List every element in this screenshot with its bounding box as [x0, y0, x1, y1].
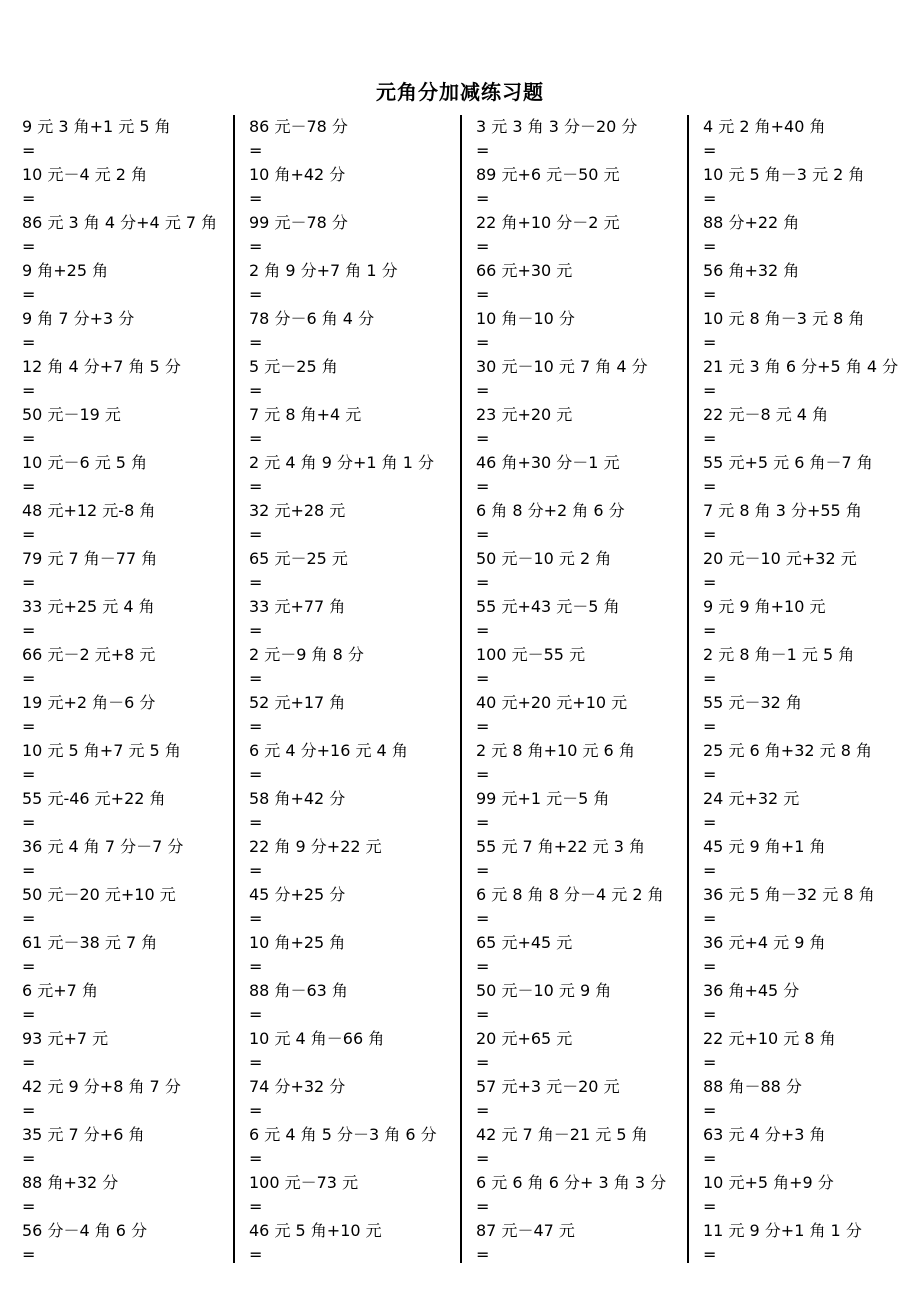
problem-column-4 [703, 115, 920, 1267]
problem-expression: 10 元－6 元 5 角 [22, 453, 148, 472]
problem-expression: 56 分－4 角 6 分 [22, 1221, 148, 1240]
problem-expression: 6 元+7 角 [22, 981, 98, 1000]
problem-item [249, 595, 471, 643]
answer-line: = [476, 429, 490, 448]
answer-line: = [249, 285, 263, 304]
problem-item [249, 307, 471, 355]
problem-item [22, 451, 244, 499]
answer-line: = [22, 765, 36, 784]
answer-line: = [249, 1053, 263, 1072]
problem-expression: 32 元+28 元 [249, 501, 346, 520]
answer-line: = [476, 1053, 490, 1072]
problem-item [249, 883, 471, 931]
problem-item [249, 403, 471, 451]
problem-item [22, 835, 244, 883]
problem-item [249, 547, 471, 595]
problem-item [249, 259, 471, 307]
problem-item [22, 1171, 244, 1219]
problem-item [703, 211, 920, 259]
problem-expression: 79 元 7 角－77 角 [22, 549, 158, 568]
problem-expression: 24 元+32 元 [703, 789, 800, 808]
answer-line: = [703, 237, 717, 256]
answer-line: = [249, 1005, 263, 1024]
answer-line: = [703, 957, 717, 976]
problem-column-1 [22, 115, 244, 1267]
answer-line: = [476, 237, 490, 256]
problem-item [703, 643, 920, 691]
problem-expression: 55 元 7 角+22 元 3 角 [476, 837, 646, 856]
problem-item [703, 1027, 920, 1075]
problem-item [703, 259, 920, 307]
problem-expression: 65 元－25 元 [249, 549, 348, 568]
problem-item [22, 883, 244, 931]
answer-line: = [476, 189, 490, 208]
problem-item [476, 1219, 698, 1267]
problem-expression: 99 元－78 分 [249, 213, 348, 232]
problem-expression: 20 元－10 元+32 元 [703, 549, 857, 568]
answer-line: = [249, 717, 263, 736]
problem-item [703, 451, 920, 499]
problem-item [476, 1123, 698, 1171]
problem-expression: 20 元+65 元 [476, 1029, 573, 1048]
answer-line: = [249, 1149, 263, 1168]
answer-line: = [476, 1005, 490, 1024]
answer-line: = [249, 141, 263, 160]
problem-expression: 57 元+3 元－20 元 [476, 1077, 620, 1096]
answer-line: = [703, 1245, 717, 1264]
problem-item [22, 1123, 244, 1171]
problem-expression: 25 元 6 角+32 元 8 角 [703, 741, 873, 760]
answer-line: = [703, 813, 717, 832]
answer-line: = [22, 1005, 36, 1024]
problem-expression: 42 元 9 分+8 角 7 分 [22, 1077, 181, 1096]
problem-item [703, 1171, 920, 1219]
problem-item [249, 979, 471, 1027]
answer-line: = [22, 909, 36, 928]
answer-line: = [22, 813, 36, 832]
problem-expression: 55 元+43 元－5 角 [476, 597, 620, 616]
answer-line: = [249, 861, 263, 880]
problem-expression: 10 元 5 角+7 元 5 角 [22, 741, 181, 760]
problem-expression: 2 元 8 角+10 元 6 角 [476, 741, 635, 760]
problem-expression: 7 元 8 角+4 元 [249, 405, 362, 424]
problem-item [476, 547, 698, 595]
problem-item [22, 259, 244, 307]
problem-item [22, 595, 244, 643]
answer-line: = [703, 189, 717, 208]
problem-item [22, 403, 244, 451]
answer-line: = [22, 285, 36, 304]
problem-item [249, 115, 471, 163]
answer-line: = [476, 525, 490, 544]
problem-expression: 88 分+22 角 [703, 213, 800, 232]
answer-line: = [22, 669, 36, 688]
problem-expression: 7 元 8 角 3 分+55 角 [703, 501, 862, 520]
problem-expression: 36 元 4 角 7 分－7 分 [22, 837, 184, 856]
problem-expression: 2 角 9 分+7 角 1 分 [249, 261, 398, 280]
problem-item [22, 115, 244, 163]
problem-item [703, 739, 920, 787]
problem-expression: 65 元+45 元 [476, 933, 573, 952]
problem-expression: 36 元+4 元 9 角 [703, 933, 826, 952]
answer-line: = [476, 909, 490, 928]
problem-expression: 50 元－20 元+10 元 [22, 885, 176, 904]
problem-column-2 [249, 115, 471, 1267]
problem-expression: 52 元+17 角 [249, 693, 346, 712]
answer-line: = [703, 285, 717, 304]
problem-expression: 3 元 3 角 3 分－20 分 [476, 117, 638, 136]
problem-expression: 100 元－73 元 [249, 1173, 359, 1192]
problem-expression: 40 元+20 元+10 元 [476, 693, 628, 712]
problem-expression: 10 元 4 角－66 角 [249, 1029, 385, 1048]
problem-expression: 22 元－8 元 4 角 [703, 405, 829, 424]
answer-line: = [476, 717, 490, 736]
problem-expression: 74 分+32 分 [249, 1077, 346, 1096]
answer-line: = [249, 573, 263, 592]
problem-expression: 33 元+25 元 4 角 [22, 597, 155, 616]
problem-item [249, 1027, 471, 1075]
problem-expression: 88 角+32 分 [22, 1173, 119, 1192]
answer-line: = [703, 141, 717, 160]
problem-expression: 66 元－2 元+8 元 [22, 645, 156, 664]
answer-line: = [22, 621, 36, 640]
problem-item [703, 115, 920, 163]
problem-item [703, 163, 920, 211]
problem-expression: 45 分+25 分 [249, 885, 346, 904]
problem-item [22, 739, 244, 787]
problem-expression: 45 元 9 角+1 角 [703, 837, 826, 856]
problem-item [22, 211, 244, 259]
answer-line: = [703, 1101, 717, 1120]
problem-expression: 11 元 9 分+1 角 1 分 [703, 1221, 862, 1240]
problem-expression: 22 角 9 分+22 元 [249, 837, 382, 856]
answer-line: = [22, 381, 36, 400]
answer-line: = [22, 1053, 36, 1072]
answer-line: = [476, 333, 490, 352]
worksheet-title: 元角分加减练习题 [376, 80, 544, 104]
problem-item [476, 211, 698, 259]
answer-line: = [249, 525, 263, 544]
problem-item [249, 643, 471, 691]
problem-expression: 87 元－47 元 [476, 1221, 575, 1240]
problem-item [476, 355, 698, 403]
problem-item [703, 355, 920, 403]
problem-item [476, 595, 698, 643]
problem-item [703, 595, 920, 643]
problem-item [22, 979, 244, 1027]
problem-expression: 86 元 3 角 4 分+4 元 7 角 [22, 213, 218, 232]
answer-line: = [476, 381, 490, 400]
problem-expression: 19 元+2 角－6 分 [22, 693, 156, 712]
answer-line: = [703, 621, 717, 640]
problem-expression: 9 元 3 角+1 元 5 角 [22, 117, 171, 136]
problem-expression: 6 角 8 分+2 角 6 分 [476, 501, 625, 520]
answer-line: = [249, 909, 263, 928]
problem-item [703, 547, 920, 595]
problem-expression: 12 角 4 分+7 角 5 分 [22, 357, 181, 376]
problem-expression: 10 角－10 分 [476, 309, 575, 328]
answer-line: = [703, 429, 717, 448]
answer-line: = [703, 477, 717, 496]
answer-line: = [476, 141, 490, 160]
problem-item [476, 979, 698, 1027]
problem-expression: 46 角+30 分－1 元 [476, 453, 620, 472]
answer-line: = [22, 237, 36, 256]
problem-expression: 5 元－25 角 [249, 357, 338, 376]
problem-item [476, 1027, 698, 1075]
problem-expression: 50 元－10 元 9 角 [476, 981, 612, 1000]
problem-expression: 99 元+1 元－5 角 [476, 789, 610, 808]
problem-expression: 42 元 7 角－21 元 5 角 [476, 1125, 648, 1144]
answer-line: = [703, 1149, 717, 1168]
answer-line: = [703, 1005, 717, 1024]
answer-line: = [249, 237, 263, 256]
problem-expression: 10 元 5 角－3 元 2 角 [703, 165, 865, 184]
problem-item [703, 1123, 920, 1171]
answer-line: = [22, 573, 36, 592]
problem-expression: 88 角－88 分 [703, 1077, 802, 1096]
problem-expression: 10 角+25 角 [249, 933, 346, 952]
problem-item [476, 739, 698, 787]
answer-line: = [476, 1245, 490, 1264]
problem-expression: 21 元 3 角 6 分+5 角 4 分 [703, 357, 899, 376]
answer-line: = [703, 1053, 717, 1072]
problem-item [703, 883, 920, 931]
problem-item [476, 883, 698, 931]
problem-expression: 93 元+7 元 [22, 1029, 109, 1048]
problem-column-3 [476, 115, 698, 1267]
problem-expression: 50 元－19 元 [22, 405, 121, 424]
problem-item [703, 1075, 920, 1123]
problem-item [476, 403, 698, 451]
answer-line: = [249, 477, 263, 496]
answer-line: = [249, 333, 263, 352]
problem-expression: 22 角+10 分－2 元 [476, 213, 620, 232]
problem-item [476, 259, 698, 307]
problem-item [22, 931, 244, 979]
answer-line: = [476, 957, 490, 976]
problem-item [703, 403, 920, 451]
problem-expression: 55 元－32 角 [703, 693, 802, 712]
problem-expression: 58 角+42 分 [249, 789, 346, 808]
answer-line: = [703, 573, 717, 592]
answer-line: = [476, 621, 490, 640]
answer-line: = [476, 285, 490, 304]
answer-line: = [703, 525, 717, 544]
problem-item [476, 1171, 698, 1219]
problem-item [703, 787, 920, 835]
problem-item [22, 355, 244, 403]
problem-expression: 6 元 6 角 6 分+ 3 角 3 分 [476, 1173, 667, 1192]
answer-line: = [22, 525, 36, 544]
problem-expression: 22 元+10 元 8 角 [703, 1029, 836, 1048]
answer-line: = [22, 333, 36, 352]
answer-line: = [22, 1101, 36, 1120]
problem-expression: 61 元－38 元 7 角 [22, 933, 158, 952]
answer-line: = [249, 765, 263, 784]
problem-item [476, 163, 698, 211]
answer-line: = [249, 669, 263, 688]
problem-expression: 100 元－55 元 [476, 645, 586, 664]
problem-expression: 55 元+5 元 6 角－7 角 [703, 453, 873, 472]
problem-expression: 46 元 5 角+10 元 [249, 1221, 382, 1240]
answer-line: = [703, 765, 717, 784]
problem-item [476, 499, 698, 547]
problem-item [476, 1075, 698, 1123]
answer-line: = [249, 189, 263, 208]
answer-line: = [249, 621, 263, 640]
problem-item [22, 691, 244, 739]
problem-expression: 9 角+25 角 [22, 261, 109, 280]
problem-expression: 36 元 5 角－32 元 8 角 [703, 885, 875, 904]
problem-item [703, 499, 920, 547]
answer-line: = [476, 669, 490, 688]
answer-line: = [22, 957, 36, 976]
answer-line: = [249, 957, 263, 976]
answer-line: = [249, 429, 263, 448]
answer-line: = [22, 141, 36, 160]
problem-item [703, 979, 920, 1027]
answer-line: = [476, 861, 490, 880]
answer-line: = [22, 189, 36, 208]
problem-item [703, 307, 920, 355]
answer-line: = [476, 1101, 490, 1120]
problem-expression: 36 角+45 分 [703, 981, 800, 1000]
problem-expression: 78 分－6 角 4 分 [249, 309, 375, 328]
problem-expression: 55 元-46 元+22 角 [22, 789, 166, 808]
problem-expression: 23 元+20 元 [476, 405, 573, 424]
problem-expression: 56 角+32 角 [703, 261, 800, 280]
answer-line: = [703, 1197, 717, 1216]
problem-item [22, 1219, 244, 1267]
problem-expression: 10 角+42 分 [249, 165, 346, 184]
problem-item [249, 739, 471, 787]
answer-line: = [476, 573, 490, 592]
problem-item [476, 643, 698, 691]
problem-expression: 10 元－4 元 2 角 [22, 165, 148, 184]
problem-item [476, 835, 698, 883]
answer-line: = [703, 717, 717, 736]
problem-expression: 2 元 4 角 9 分+1 角 1 分 [249, 453, 434, 472]
problem-item [249, 211, 471, 259]
problem-expression: 48 元+12 元-8 角 [22, 501, 156, 520]
answer-line: = [22, 1197, 36, 1216]
problem-item [249, 931, 471, 979]
problem-item [22, 499, 244, 547]
answer-line: = [249, 1101, 263, 1120]
answer-line: = [703, 333, 717, 352]
answer-line: = [476, 1197, 490, 1216]
problem-expression: 86 元－78 分 [249, 117, 348, 136]
problem-expression: 89 元+6 元－50 元 [476, 165, 620, 184]
problem-expression: 4 元 2 角+40 角 [703, 117, 826, 136]
problem-item [22, 307, 244, 355]
problem-expression: 9 元 9 角+10 元 [703, 597, 826, 616]
problem-item [249, 691, 471, 739]
answer-line: = [22, 717, 36, 736]
problem-item [476, 307, 698, 355]
problem-item [22, 1075, 244, 1123]
problem-item [22, 1027, 244, 1075]
answer-line: = [703, 909, 717, 928]
answer-line: = [22, 477, 36, 496]
answer-line: = [22, 1149, 36, 1168]
problem-expression: 50 元－10 元 2 角 [476, 549, 612, 568]
answer-line: = [249, 381, 263, 400]
problem-expression: 33 元+77 角 [249, 597, 346, 616]
problem-item [476, 787, 698, 835]
problem-item [249, 499, 471, 547]
problem-item [249, 835, 471, 883]
problem-item [703, 931, 920, 979]
answer-line: = [22, 861, 36, 880]
answer-line: = [703, 381, 717, 400]
problem-expression: 10 元 8 角－3 元 8 角 [703, 309, 865, 328]
answer-line: = [476, 477, 490, 496]
answer-line: = [703, 861, 717, 880]
problem-item [22, 163, 244, 211]
problem-item [476, 451, 698, 499]
problem-item [703, 691, 920, 739]
problem-item [476, 115, 698, 163]
problem-expression: 63 元 4 分+3 角 [703, 1125, 826, 1144]
problem-item [22, 643, 244, 691]
answer-line: = [476, 765, 490, 784]
answer-line: = [703, 669, 717, 688]
answer-line: = [22, 1245, 36, 1264]
problem-expression: 66 元+30 元 [476, 261, 573, 280]
problem-expression: 88 角－63 角 [249, 981, 348, 1000]
answer-line: = [249, 1197, 263, 1216]
problem-item [476, 691, 698, 739]
problem-expression: 6 元 4 分+16 元 4 角 [249, 741, 408, 760]
answer-line: = [249, 1245, 263, 1264]
problem-item [22, 787, 244, 835]
problem-item [249, 163, 471, 211]
problem-item [249, 1171, 471, 1219]
problem-item [249, 451, 471, 499]
problem-item [476, 931, 698, 979]
problem-item [249, 355, 471, 403]
answer-line: = [476, 813, 490, 832]
problem-expression: 35 元 7 分+6 角 [22, 1125, 145, 1144]
problem-expression: 6 元 4 角 5 分－3 角 6 分 [249, 1125, 437, 1144]
problem-expression: 2 元－9 角 8 分 [249, 645, 364, 664]
problem-expression: 9 角 7 分+3 分 [22, 309, 135, 328]
problem-item [703, 835, 920, 883]
problem-expression: 2 元 8 角－1 元 5 角 [703, 645, 855, 664]
answer-line: = [22, 429, 36, 448]
answer-line: = [476, 1149, 490, 1168]
answer-line: = [249, 813, 263, 832]
problem-expression: 30 元－10 元 7 角 4 分 [476, 357, 648, 376]
problem-expression: 10 元+5 角+9 分 [703, 1173, 834, 1192]
problem-item [249, 1219, 471, 1267]
problem-item [703, 1219, 920, 1267]
problem-item [249, 787, 471, 835]
problem-item [22, 547, 244, 595]
problem-item [249, 1123, 471, 1171]
problem-item [249, 1075, 471, 1123]
problem-expression: 6 元 8 角 8 分－4 元 2 角 [476, 885, 664, 904]
